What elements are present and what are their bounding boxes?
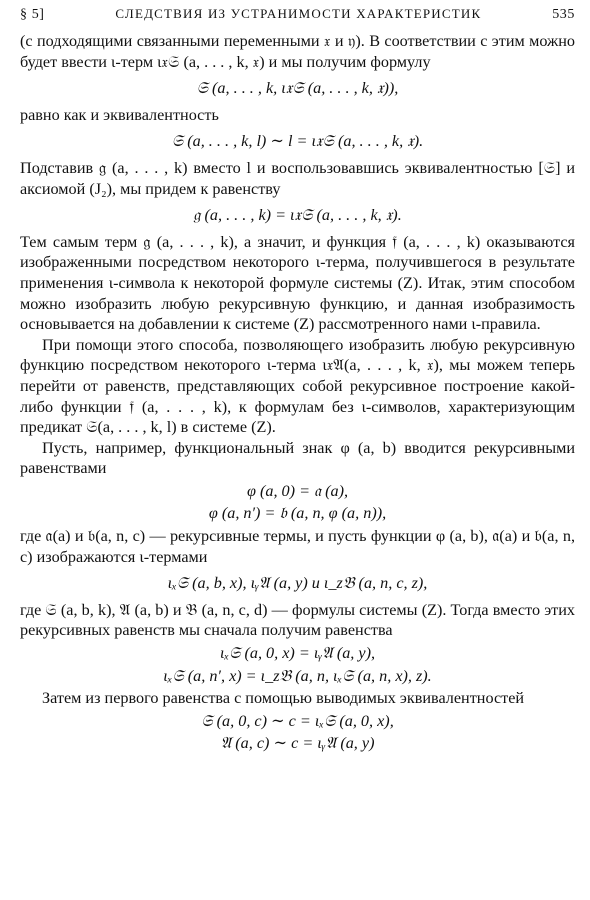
display-formula: ιₓ𝔖 (a, 0, x) = ιᵧ𝔄 (a, y),	[219, 644, 376, 663]
paragraph: где 𝔞(a) и 𝔟(a, n, c) — рекурсивные термы, и пусть функции φ (a, b), 𝔞(a) и 𝔟(a, n, c) изображаются ι-термами	[20, 527, 575, 566]
paragraph: Тем самым терм 𝔤 (a, . . . , k), а значит, и функция 𝔣 (a, . . . , k) оказываются изображенными посредством некоторого ι-терма, получившегося в результате применения ι-символа к некоторой формуле системы (Z). Итак, этим способом можно изобразить любую рекурсивную функцию, и данная изобразимость основывается на добавлении к системе (Z) рассмотренного нами ι-правила.	[20, 232, 575, 334]
paragraph: (с подходящими связанными переменными 𝔵 и 𝔶). В соответствии с этим можно будет ввести ι-терм ι𝔵𝔖 (a, . . . , k, 𝔵) и мы получим формулу	[20, 32, 575, 71]
section-marker: § 5]	[20, 7, 45, 22]
paragraph: При помощи этого способа, позволяющего изобразить любую рекурсивную функцию посредством некоторого ι-терма ι𝔵𝔄(a, . . . , k, 𝔵), мы можем теперь перейти от равенств, представляющих собой рекурсивное построение какой-либо функции 𝔣 (a, . . . , k), к формулам без ι-символов, характеризующим предикат 𝔖(a, . . . , k, l) в системе (Z).	[20, 335, 575, 437]
display-formula: 𝔖 (a, . . . , k, ι𝔵𝔖 (a, . . . , k, 𝔵)),	[196, 79, 399, 98]
display-formula: ιₓ𝔖 (a, b, x), ιᵧ𝔄 (a, y) и ι_z𝔅 (a, n, c, z),	[167, 574, 428, 593]
running-title: СЛЕДСТВИЯ ИЗ УСТРАНИМОСТИ ХАРАКТЕРИСТИК	[115, 6, 482, 21]
paragraph: равно как и эквивалентность	[20, 105, 219, 124]
display-formula: φ (a, n′) = 𝔟 (a, n, φ (a, n)),	[208, 504, 387, 523]
display-formula: 𝔖 (a, 0, c) ∼ c = ιₓ𝔖 (a, 0, x),	[201, 711, 394, 730]
paragraph: где 𝔖 (a, b, k), 𝔄 (a, b) и 𝔅 (a, n, c, d) — формулы системы (Z). Тогда вместо этих рекурсивных равенств мы сначала получим равенства	[20, 600, 575, 640]
display-formula: φ (a, 0) = 𝔞 (a),	[246, 481, 349, 500]
display-formula: 𝔤 (a, . . . , k) = ι𝔵𝔖 (a, . . . , k, 𝔵).	[193, 206, 402, 225]
running-header	[20, 6, 575, 23]
display-formula: 𝔖 (a, . . . , k, l) ∼ l = ι𝔵𝔖 (a, . . . , k, 𝔵).	[171, 132, 424, 151]
paragraph: Затем из первого равенства с помощью выводимых эквивалентностей	[42, 689, 525, 708]
page-body	[20, 31, 575, 754]
display-formula: ιₓ𝔖 (a, n′, x) = ι_z𝔅 (a, n, ιₓ𝔖 (a, n, x), z).	[163, 666, 432, 685]
paragraph: Пусть, например, функциональный знак φ (a, b) вводится рекурсивными равенствами	[20, 438, 575, 478]
paragraph: Подставив 𝔤 (a, . . . , k) вместо l и воспользовавшись эквивалентностью [𝔖] и аксиомой (J₂), мы придем к равенству	[20, 158, 575, 198]
page-number: 535	[552, 7, 575, 22]
book-page	[20, 6, 575, 756]
display-formula: 𝔄 (a, c) ∼ c = ιᵧ𝔄 (a, y)	[220, 734, 375, 753]
